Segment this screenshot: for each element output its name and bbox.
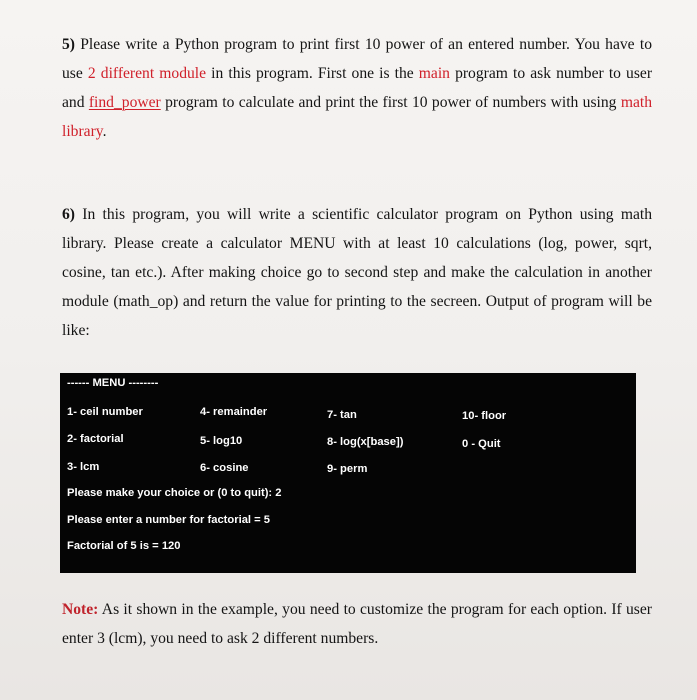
choice-prompt: Please make your choice or (0 to quit): 2 bbox=[67, 487, 282, 499]
q5-highlight-modules: 2 different module bbox=[87, 65, 207, 82]
q5-text-3: program to ask number to user and bbox=[62, 65, 653, 111]
menu-item-remainder: 4- remainder bbox=[200, 406, 268, 418]
menu-item-lcm: 3- lcm bbox=[67, 461, 100, 473]
menu-item-floor: 10- floor bbox=[462, 410, 507, 422]
menu-item-quit: 0 - Quit bbox=[462, 438, 501, 450]
q5-text-5: . bbox=[102, 123, 107, 140]
q5-highlight-find-power: find_power bbox=[88, 94, 161, 111]
menu-title: ------ MENU -------- bbox=[67, 377, 159, 389]
q5-text-1: Please write a Python program to print first 10 power of an entered number. You have to use bbox=[62, 36, 652, 82]
question-5-number: 5) bbox=[62, 36, 75, 53]
question-6 bbox=[62, 200, 652, 345]
q6-text: In this program, you will write a scientific calculator program on Python using math library. Please create a calculator MENU with at least 10 calculations (log, power, sqrt, cosine, tan etc.). After making choice go to second step and make the calculation in another module (math_op) and return the value for printing to the secreen. Output of program will be like: bbox=[62, 206, 652, 339]
q5-highlight-main: main bbox=[418, 65, 450, 82]
note-text: As it shown in the example, you need to customize the program for each option. If user enter 3 (lcm), you need to ask 2 different numbers. bbox=[62, 601, 652, 647]
q5-text-4: program to calculate and print the first 10 power of numbers with using bbox=[160, 94, 621, 111]
q5-text-2: in this program. First one is the bbox=[206, 65, 419, 82]
number-prompt: Please enter a number for factorial = 5 bbox=[67, 514, 271, 526]
note-paragraph bbox=[62, 595, 652, 653]
menu-item-cosine: 6- cosine bbox=[200, 462, 249, 474]
note-label: Note: bbox=[62, 601, 99, 618]
terminal-output bbox=[60, 373, 636, 573]
menu-item-tan: 7- tan bbox=[327, 409, 357, 421]
menu-item-log-base: 8- log(x[base]) bbox=[327, 436, 404, 448]
menu-item-factorial: 2- factorial bbox=[67, 433, 124, 445]
question-6-number: 6) bbox=[62, 206, 75, 223]
q5-highlight-math-library: math library bbox=[62, 94, 652, 140]
question-5 bbox=[62, 30, 652, 146]
menu-item-log10: 5- log10 bbox=[200, 435, 243, 447]
menu-item-ceil: 1- ceil number bbox=[67, 406, 143, 418]
factorial-result: Factorial of 5 is = 120 bbox=[67, 540, 181, 552]
menu-item-perm: 9- perm bbox=[327, 463, 368, 475]
